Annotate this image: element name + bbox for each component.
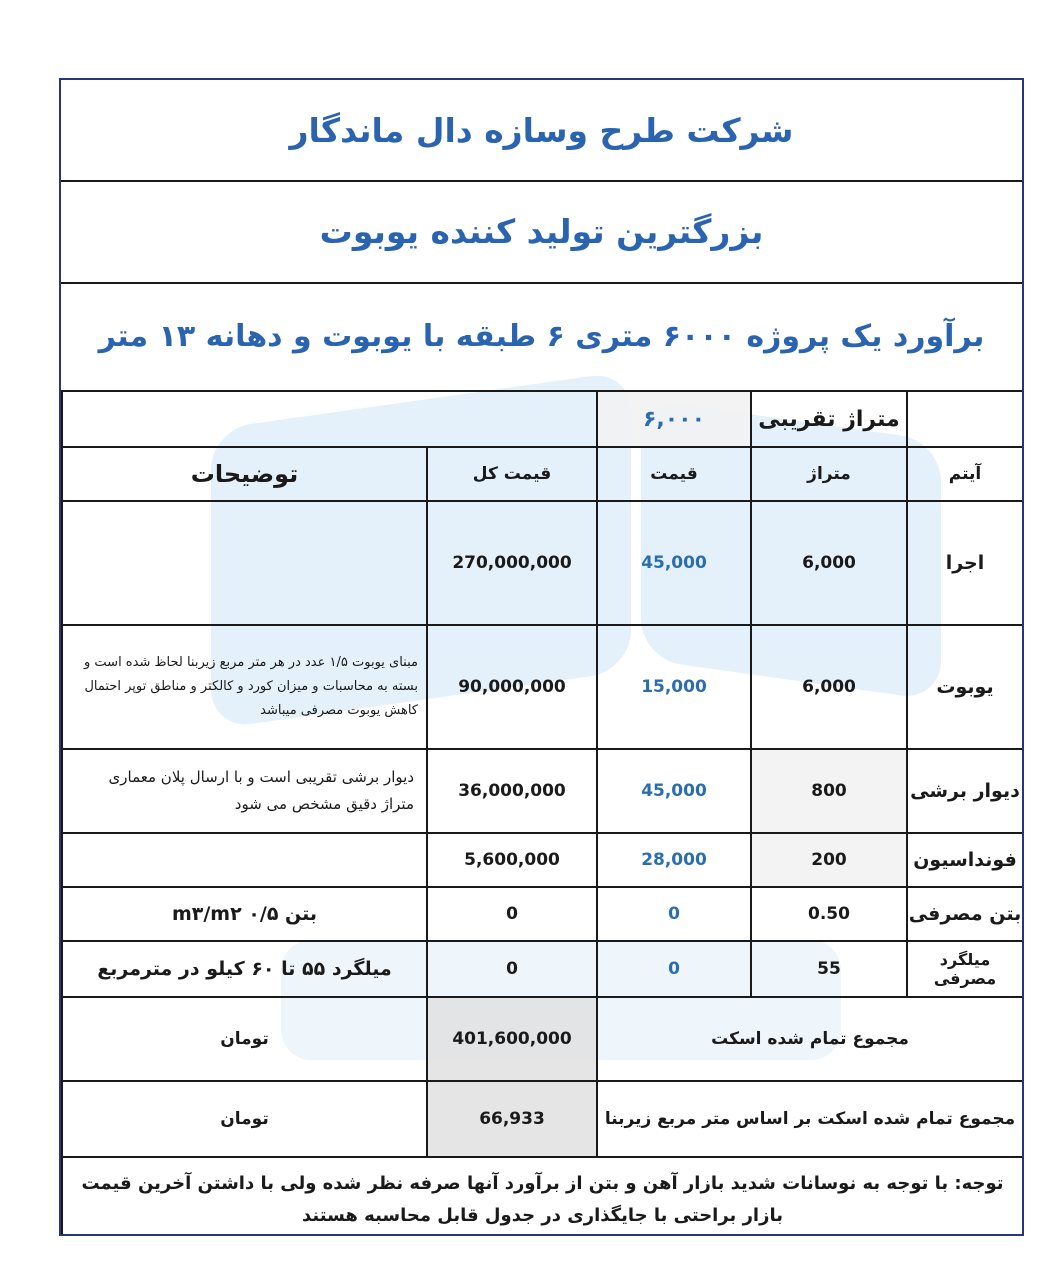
row-price: 45,000 (597, 749, 751, 833)
summary-value: 66,933 (427, 1081, 597, 1157)
summary-label: مجموع تمام شده اسکت (597, 997, 1023, 1081)
tagline: بزرگترین تولید کننده یوبوت (61, 180, 1022, 284)
row-area: 6,000 (751, 501, 907, 625)
row-desc: بتن ۰/۵ m۳/m۲ (62, 887, 427, 941)
summary-unit: تومان (62, 997, 427, 1081)
row-area: 200 (751, 833, 907, 887)
row-total: 0 (427, 887, 597, 941)
area-value: ۶,۰۰۰ (597, 391, 751, 447)
table-row (62, 833, 1023, 887)
col-area: متراژ (751, 447, 907, 501)
row-area: 0.50 (751, 887, 907, 941)
table-row (62, 941, 1023, 997)
row-price: 0 (597, 887, 751, 941)
row-area: 800 (751, 749, 907, 833)
col-desc: توضیحات (62, 447, 427, 501)
row-desc: دیوار برشی تقریبی است و با ارسال پلان معماری متراژ دقیق مشخص می شود (62, 749, 427, 833)
estimate-sheet (59, 78, 1024, 1236)
row-area: 6,000 (751, 625, 907, 749)
row-total: 90,000,000 (427, 625, 597, 749)
table-row (62, 501, 1023, 625)
row-item: دیوار برشی (907, 749, 1023, 833)
row-desc: میلگرد ۵۵ تا ۶۰ کیلو در مترمربع (62, 941, 427, 997)
area-row (62, 391, 1023, 447)
row-desc (62, 501, 427, 625)
col-total: قیمت کل (427, 447, 597, 501)
area-label: متراژ تقریبی (751, 391, 907, 447)
blank-cell (907, 391, 1023, 447)
summary-row (62, 1081, 1023, 1157)
summary-row (62, 997, 1023, 1081)
table-row (62, 749, 1023, 833)
row-item: میلگرد مصرفی (907, 941, 1023, 997)
row-area: 55 (751, 941, 907, 997)
row-item: یوبوت (907, 625, 1023, 749)
market-note: توجه: با توجه به نوسانات شدید بازار آهن و بتن از برآورد آنها صرفه نظر شده ولی با داشتن آخرین قیمت بازار براحتی با جایگذاری در جدول قابل محاسبه هستند (62, 1157, 1023, 1236)
summary-unit: تومان (62, 1081, 427, 1157)
company-title: شرکت طرح وسازه دال ماندگار (61, 80, 1022, 182)
row-total: 36,000,000 (427, 749, 597, 833)
row-item: فونداسیون (907, 833, 1023, 887)
header-row (62, 447, 1023, 501)
note-row (62, 1157, 1023, 1236)
table-row (62, 625, 1023, 749)
row-price: 28,000 (597, 833, 751, 887)
table-row (62, 887, 1023, 941)
row-total: 5,600,000 (427, 833, 597, 887)
summary-label: مجموع تمام شده اسکت بر اساس متر مربع زیربنا (597, 1081, 1023, 1157)
row-item: اجرا (907, 501, 1023, 625)
estimate-table (61, 390, 1024, 1236)
row-price: 15,000 (597, 625, 751, 749)
row-desc (62, 833, 427, 887)
row-desc: مبنای یوبوت ۱/۵ عدد در هر متر مربع زیربنا لحاظ شده است و بسته به محاسبات و میزان کورد و کالکتر و مناطق توپر احتمال کاهش یوبوت مصرفی میباشد (62, 625, 427, 749)
col-item: آیتم (907, 447, 1023, 501)
row-total: 0 (427, 941, 597, 997)
project-title: برآورد یک پروژه ۶۰۰۰ متری ۶ طبقه با یوبوت و دهانه ۱۳ متر (98, 318, 985, 354)
blank-cell (62, 391, 597, 447)
col-price: قیمت (597, 447, 751, 501)
summary-value: 401,600,000 (427, 997, 597, 1081)
row-total: 270,000,000 (427, 501, 597, 625)
row-item: بتن مصرفی (907, 887, 1023, 941)
row-price: 45,000 (597, 501, 751, 625)
row-price: 0 (597, 941, 751, 997)
